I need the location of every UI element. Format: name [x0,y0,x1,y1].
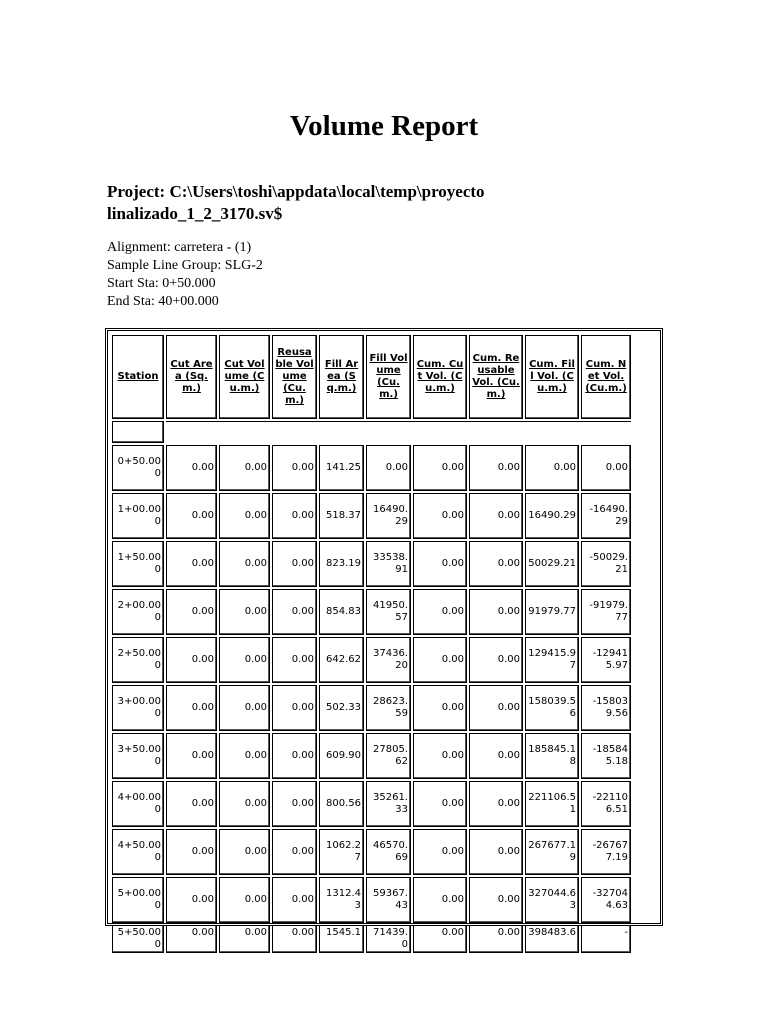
table-cell: 46570.69 [366,829,411,875]
table-cell: -327044.63 [581,877,631,923]
table-row [112,541,631,587]
table-cell: 4+50.000 [112,829,164,875]
table-cell: 0.00 [166,829,217,875]
table-cell: 0.00 [166,637,217,683]
table-cell: 71439.0 [366,925,411,953]
table-cell: 267677.19 [525,829,579,875]
table-cell: 0.00 [219,445,270,491]
volume-table-frame [105,328,663,950]
table-cell: 0.00 [219,829,270,875]
table-cell: 1+50.000 [112,541,164,587]
table-cell: 0.00 [413,781,467,827]
table-cell: 0.00 [272,685,317,731]
table-cell: 221106.51 [525,781,579,827]
table-cell: 0.00 [166,541,217,587]
table-row [112,733,631,779]
table-cell: 0.00 [272,925,317,953]
table-cell: 27805.62 [366,733,411,779]
table-cell: 5+50.000 [112,925,164,953]
table-cell: 0.00 [413,733,467,779]
table-cell: 0.00 [219,925,270,953]
table-cell: 518.37 [319,493,364,539]
column-header-3: Reusable Volume (Cu.m.) [272,335,317,419]
table-cell: 141.25 [319,445,364,491]
table-spacer-row [112,421,631,443]
report-title: Volume Report [289,110,479,142]
table-cell: 35261.33 [366,781,411,827]
column-header-1: Cut Area (Sq.m.) [166,335,217,419]
table-row [112,493,631,539]
table-cell: 158039.56 [525,685,579,731]
table-cell: 0.00 [166,493,217,539]
table-cell: 0.00 [272,493,317,539]
table-cell: 0.00 [413,589,467,635]
table-cell: 800.56 [319,781,364,827]
table-cell: 0.00 [413,493,467,539]
table-cell: 50029.21 [525,541,579,587]
table-cell: 0.00 [166,589,217,635]
table-cell: 2+50.000 [112,637,164,683]
table-cell: 0.00 [219,781,270,827]
table-cell: 0.00 [166,685,217,731]
table-cell: 327044.63 [525,877,579,923]
column-header-6: Cum. Cut Vol. (Cu.m.) [413,335,467,419]
project-path [107,181,527,225]
table-cell: 0.00 [166,445,217,491]
start-station-text: Start Sta: 0+50.000 [107,276,216,291]
table-row [112,589,631,635]
table-cell: 0.00 [166,877,217,923]
table-cell: 642.62 [319,637,364,683]
table-cell: 0.00 [413,541,467,587]
table-cell: 3+50.000 [112,733,164,779]
table-cell: 0.00 [413,445,467,491]
table-cell: 41950.57 [366,589,411,635]
table-cell: -185845.18 [581,733,631,779]
table-cell: 1545.1 [319,925,364,953]
table-cell: 0.00 [469,829,523,875]
table-cell: 1+00.000 [112,493,164,539]
table-cell: 0.00 [219,685,270,731]
table-cell: 0.00 [469,877,523,923]
table-cell: 0.00 [272,445,317,491]
table-cell: 0.00 [219,637,270,683]
table-cell: -50029.21 [581,541,631,587]
table-cell: 0.00 [469,637,523,683]
table-cell: 33538.91 [366,541,411,587]
table-cell: 0.00 [413,925,467,953]
table-cell: 0.00 [219,589,270,635]
table-row [112,685,631,731]
table-cell: 0.00 [272,541,317,587]
table-cell: 0.00 [272,733,317,779]
table-cell: 3+00.000 [112,685,164,731]
column-header-4: Fill Area (Sq.m.) [319,335,364,419]
table-cell: 59367.43 [366,877,411,923]
table-cell: 502.33 [319,685,364,731]
project-line-1: Project: C:\Users\toshi\appdata\local\temp\proyecto [107,182,485,201]
column-header-2: Cut Volume (Cu.m.) [219,335,270,419]
table-body [112,421,631,953]
table-cell: 2+00.000 [112,589,164,635]
table-cell: 0.00 [272,589,317,635]
table-cell: 0.00 [219,493,270,539]
table-cell: 0.00 [469,733,523,779]
table-cell: 0.00 [166,781,217,827]
table-cell: 0.00 [413,829,467,875]
table-cell: 28623.59 [366,685,411,731]
table-cell: 0.00 [469,589,523,635]
table-header-row [112,335,631,419]
column-header-5: Fill Volume (Cu.m.) [366,335,411,419]
table-cell: 0.00 [272,637,317,683]
table-cell: 0.00 [469,541,523,587]
table-cell: 0.00 [219,877,270,923]
project-line-2: linalizado_1_2_3170.sv$ [107,204,283,223]
table-cell: 0.00 [469,493,523,539]
column-header-0: Station [112,335,164,419]
table-row [112,781,631,827]
table-cell: 0.00 [413,685,467,731]
table-cell: 0.00 [272,877,317,923]
spacer-cell-rest [166,421,631,443]
table-cell: - [581,925,631,953]
table-cell: 129415.97 [525,637,579,683]
table-cell: 0.00 [525,445,579,491]
table-cell: -91979.77 [581,589,631,635]
table-cell: 0.00 [166,925,217,953]
table-row [112,445,631,491]
table-cell: 185845.18 [525,733,579,779]
column-header-8: Cum. Fill Vol. (Cu.m.) [525,335,579,419]
table-cell: 37436.20 [366,637,411,683]
table-row [112,829,631,875]
table-cell: 0.00 [469,445,523,491]
table-cell: 0.00 [272,781,317,827]
table-cell: 0.00 [413,637,467,683]
table-cell: 0.00 [166,733,217,779]
report-metadata [107,239,263,311]
table-cell: 0.00 [272,829,317,875]
sample-line-group-text: Sample Line Group: SLG-2 [107,258,263,273]
table-cell: 16490.29 [525,493,579,539]
table-cell: 1062.27 [319,829,364,875]
table-row [112,925,631,953]
spacer-cell-station [112,421,164,443]
volume-table [110,333,633,955]
table-cell: 0.00 [219,541,270,587]
table-cell: 4+00.000 [112,781,164,827]
alignment-text: Alignment: carretera - (1) [107,240,252,255]
table-cell: 609.90 [319,733,364,779]
table-cell: 5+00.000 [112,877,164,923]
table-cell: 91979.77 [525,589,579,635]
column-header-9: Cum. Net Vol. (Cu.m.) [581,335,631,419]
table-cell: 823.19 [319,541,364,587]
table-cell: 1312.43 [319,877,364,923]
table-cell: 0.00 [219,733,270,779]
table-cell: 398483.6 [525,925,579,953]
table-cell: 0.00 [581,445,631,491]
table-cell: -16490.29 [581,493,631,539]
column-header-7: Cum. Reusable Vol. (Cu.m.) [469,335,523,419]
table-row [112,637,631,683]
table-row [112,877,631,923]
end-station-text: End Sta: 40+00.000 [107,294,219,309]
table-cell: -129415.97 [581,637,631,683]
table-cell: 0.00 [413,877,467,923]
table-cell: -221106.51 [581,781,631,827]
table-cell: 0+50.000 [112,445,164,491]
table-cell: -158039.56 [581,685,631,731]
table-cell: 0.00 [469,925,523,953]
table-cell: -267677.19 [581,829,631,875]
table-cell: 854.83 [319,589,364,635]
table-cell: 16490.29 [366,493,411,539]
table-cell: 0.00 [469,781,523,827]
table-cell: 0.00 [469,685,523,731]
table-cell: 0.00 [366,445,411,491]
